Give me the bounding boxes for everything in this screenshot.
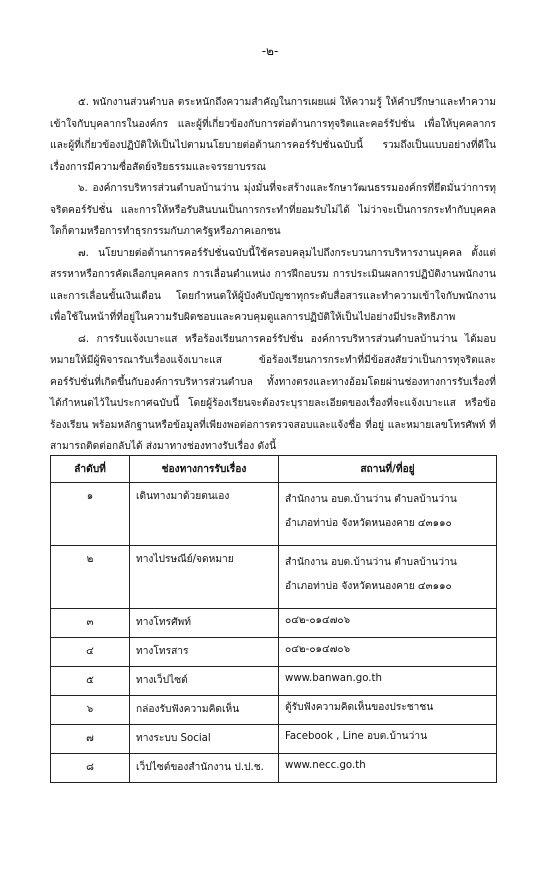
row-channel: เว็ปไซต์ของสำนักงาน ป.ป.ช. <box>130 754 279 783</box>
paragraph-6: ๖. องค์การบริหารส่วนตำบลบ้านว่าน มุ่งมั่นที่จะสร้างและรักษาวัฒนธรรมองค์กรที่ยึดมั่นว่าการทุจริตคอร์รัปชั่น และการให้หรือรับสินบนเป็นการกระทำที่ยอมรับไม่ได้ ไม่ว่าจะเป็นการกระทำกับบุคคลใดก็ตามหรือการทำธุรกรรมกับภาครัฐหรือภาคเอกชน <box>50 183 496 237</box>
table-row <box>51 483 497 546</box>
row-number: ๔ <box>51 638 130 667</box>
row-location: Facebook , Line อบต.บ้านว่าน <box>279 725 497 754</box>
row-channel: ทางเว็ปไซต์ <box>130 667 279 696</box>
table-row <box>51 754 497 783</box>
page-number: -๒- <box>261 44 279 58</box>
paragraph-8: ๘. การรับแจ้งเบาะแส หรือร้องเรียนการคอร์รัปชั่น องค์การบริหารส่วนตำบลบ้านว่าน ได้มอบหมายให้มีผู้พิจารณารับเรื่องแจ้งเบาะแส ข้อร้องเรียนการกระทำที่มีข้อสงสัยว่าเป็นการทุจริตและคอร์รัปชั่นที่เกิดขึ้นกับองค์การบริหารส่วนตำบล ทั้งทางตรงและทางอ้อมโดยผ่านช่องทางการรับเรื่องที่ได้กำหนดไว้ในประกาศฉบับนี้ โดยผู้ร้องเรียนจะต้องระบุรายละเอียดของเรื่องที่จะแจ้งเบาะแส หรือข้อร้องเรียน พร้อมหลักฐานหรือข้อมูลที่เพียงพอต่อการตรวจสอบและแจ้งชื่อ ที่อยู่ และหมายเลขโทรศัพท์ ที่สามารถติดต่อกลับได้ ส่งมาทางช่องทางรับเรื่อง ดังนี้ <box>50 333 496 452</box>
table-row <box>51 638 497 667</box>
location-line-2: อำเภอท่าบ่อ จังหวัดหนองคาย ๔๓๑๑๐ <box>285 581 452 592</box>
row-location: ตู้รับฟังความคิดเห็นของประชาชน <box>279 696 497 725</box>
row-number: ๖ <box>51 696 130 725</box>
row-location: www.banwan.go.th <box>279 667 497 696</box>
header-channel: ช่องทางการรับเรื่อง <box>130 456 279 483</box>
paragraph-5: ๕. พนักงานส่วนตำบล ตระหนักถึงความสำคัญในการเผยแผ่ ให้ความรู้ ให้คำปรึกษาและทำความเข้าใจกับบุคลากรในองค์กร และผู้ที่เกี่ยวข้องกับการต่อต้านการทุจริตและคอร์รัปชั่น เพื่อให้บุคคลากรและผู้ที่เกี่ยวข้องปฏิบัติให้เป็นไปตามนโยบายต่อต้านการคอร์รัปชั่นฉบับนี้ รวมถึงเป็นแบบอย่างที่ดีในเรื่องการมีความซื่อสัตย์จริยธรรมและจรรยาบรรณ <box>50 97 496 173</box>
row-number: ๕ <box>51 667 130 696</box>
table-row <box>51 667 497 696</box>
row-location: ๐๔๒-๐๑๔๗๐๖ <box>279 638 497 667</box>
location-line-1: สำนักงาน อบต.บ้านว่าน ตำบลบ้านว่าน <box>285 494 457 505</box>
row-channel: เดินทางมาด้วยตนเอง <box>130 483 279 546</box>
header-location: สถานที่/ที่อยู่ <box>279 456 497 483</box>
header-no: ลำดับที่ <box>51 456 130 483</box>
location-line-2: อำเภอท่าบ่อ จังหวัดหนองคาย ๔๓๑๑๐ <box>285 518 452 529</box>
table-row <box>51 609 497 638</box>
row-channel: กล่องรับฟังความคิดเห็น <box>130 696 279 725</box>
row-channel: ทางระบบ Social <box>130 725 279 754</box>
row-number: ๘ <box>51 754 130 783</box>
row-number: ๑ <box>51 483 130 546</box>
row-channel: ทางโทรสาร <box>130 638 279 667</box>
row-number: ๒ <box>51 546 130 609</box>
row-number: ๓ <box>51 609 130 638</box>
row-location <box>279 483 497 546</box>
row-channel: ทางโทรศัพท์ <box>130 609 279 638</box>
location-line-1: สำนักงาน อบต.บ้านว่าน ตำบลบ้านว่าน <box>285 557 457 568</box>
table-header-row <box>51 456 497 483</box>
table-row <box>51 546 497 609</box>
row-location: ๐๔๒-๐๑๔๗๐๖ <box>279 609 497 638</box>
table-row <box>51 696 497 725</box>
table-row <box>51 725 497 754</box>
row-location <box>279 546 497 609</box>
paragraph-7: ๗. นโยบายต่อต้านการคอร์รัปชั่นฉบับนี้ใช้ครอบคลุมไปถึงกระบวนการบริหารงานบุคคล ตั้งแต่สรรหาหรือการคัดเลือกบุคคลกร การเลื่อนตำแหน่ง การฝึกอบรม การประเมินผลการปฏิบัติงานพนักงานและการเลื่อนขั้นเงินเดือน โดยกำหนดให้ผู้บังคับบัญชาทุกระดับสื่อสารและทำความเข้าใจกับพนักงานเพื่อใช้ในหน้าที่ที่อยู่ในความรับผิดชอบและควบคุมดูแลการปฏิบัติให้เป็นไปอย่างมีประสิทธิภาพ <box>50 247 496 323</box>
policy-text <box>50 92 496 458</box>
row-number: ๗ <box>51 725 130 754</box>
complaint-channels-table <box>50 455 497 783</box>
row-channel: ทางไปรษณีย์/จดหมาย <box>130 546 279 609</box>
row-location: www.necc.go.th <box>279 754 497 783</box>
